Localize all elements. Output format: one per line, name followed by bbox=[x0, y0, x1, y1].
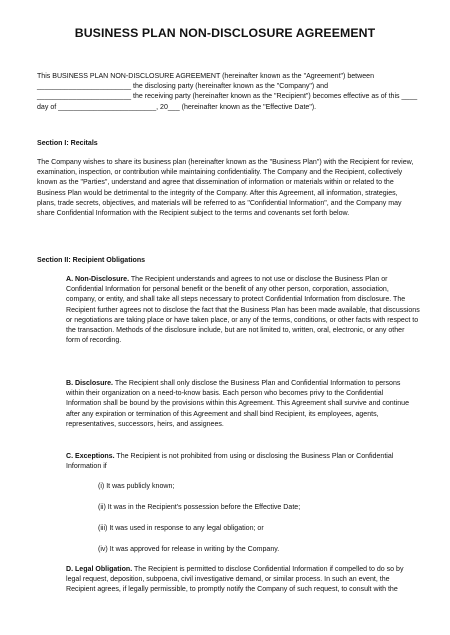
exception-item-2: (ii) It was in the Recipient's possession before the Effective Date; bbox=[98, 504, 301, 511]
clause-b-lead: B. Disclosure. bbox=[66, 380, 113, 387]
exception-item-4: (iv) It was approved for release in writing by the Company. bbox=[98, 546, 280, 553]
exception-item-3: (iii) It was used in response to any legal obligation; or bbox=[98, 525, 264, 532]
exception-item-1: (i) It was publicly known; bbox=[98, 483, 175, 490]
clause-b-text: The Recipient shall only disclose the Business Plan and Confidential Information to persons within their organization on a need-to-know basis. Each person who becomes privy to the Confidential Information shall be bound by the provisions within this Agreement. This Agreement shall survive and continue after any expiration or termination of this Agreement and shall bind Recipient, its employees, agents, representatives, successors, heirs, and assignees. bbox=[66, 380, 410, 428]
clause-a-lead: A. Non-Disclosure. bbox=[66, 276, 130, 283]
clause-c-paragraph bbox=[66, 452, 420, 472]
clause-c-text: The Recipient is not prohibited from using or disclosing the Business Plan or Confidential Information if bbox=[66, 453, 394, 471]
section-1-heading: Section I: Recitals bbox=[37, 140, 98, 147]
clause-d-lead: D. Legal Obligation. bbox=[66, 566, 133, 573]
clause-d-text: The Recipient is permitted to disclose Confidential Information if compelled to do so by legal request, deposition, subpoena, civil investigative demand, or similar process. In such an event, the Recipient agrees, if legally permissible, to promptly notify the Company of such request, to consult with the bbox=[66, 566, 404, 594]
document-title: BUSINESS PLAN NON-DISCLOSURE AGREEMENT bbox=[74, 26, 376, 40]
clause-a-paragraph bbox=[66, 275, 420, 346]
clause-d-paragraph bbox=[66, 565, 420, 596]
intro-paragraph: This BUSINESS PLAN NON-DISCLOSURE AGREEMENT (hereinafter known as the "Agreement") between ________________________ the disclosing party (hereinafter known as the "Company") and ________________________ the receiving party (hereinafter known as the "Recipient") becomes effective as of this ____ day of _________________________, 20___ (hereinafter known as the "Effective Date"). bbox=[37, 73, 418, 111]
section-2-heading: Section II: Recipient Obligations bbox=[37, 257, 146, 264]
clause-a-text: The Recipient understands and agrees to not use or disclose the Business Plan or Confidential Information for personal benefit or the benefit of any other person, corporation, association, company, or entity, and shall take all steps necessary to protect Confidential Information from disclosure. The Recipient further agrees not to disclose the fact that the Business Plan has been made available, that discussions or negotiations are taking place or have taken place, or any of the terms, conditions, or other facts with respect to the transaction. Methods of the disclosure include, but are not limited to, written, oral, electronic, or any other form of recording. bbox=[66, 276, 420, 345]
recitals-paragraph: The Company wishes to share its business plan (hereinafter known as the "Business Plan") with the Recipient for review, examination, inspection, or contribution while maintaining confidentiality. The Company and the Recipient, collectively known as the "Parties", understand and agree that dissemination of information or materials within or related to the Business Plan would be detrimental to the integrity of the Company. After this Agreement, all information, strategies, plans, trade secrets, objectives, and materials will be referred to as "Confidential Information", and the Company may share Confidential Information with the Recipient subject to the terms and covenants set forth below. bbox=[37, 159, 414, 218]
clause-c-lead: C. Exceptions. bbox=[66, 453, 115, 460]
clause-b-paragraph bbox=[66, 379, 420, 430]
